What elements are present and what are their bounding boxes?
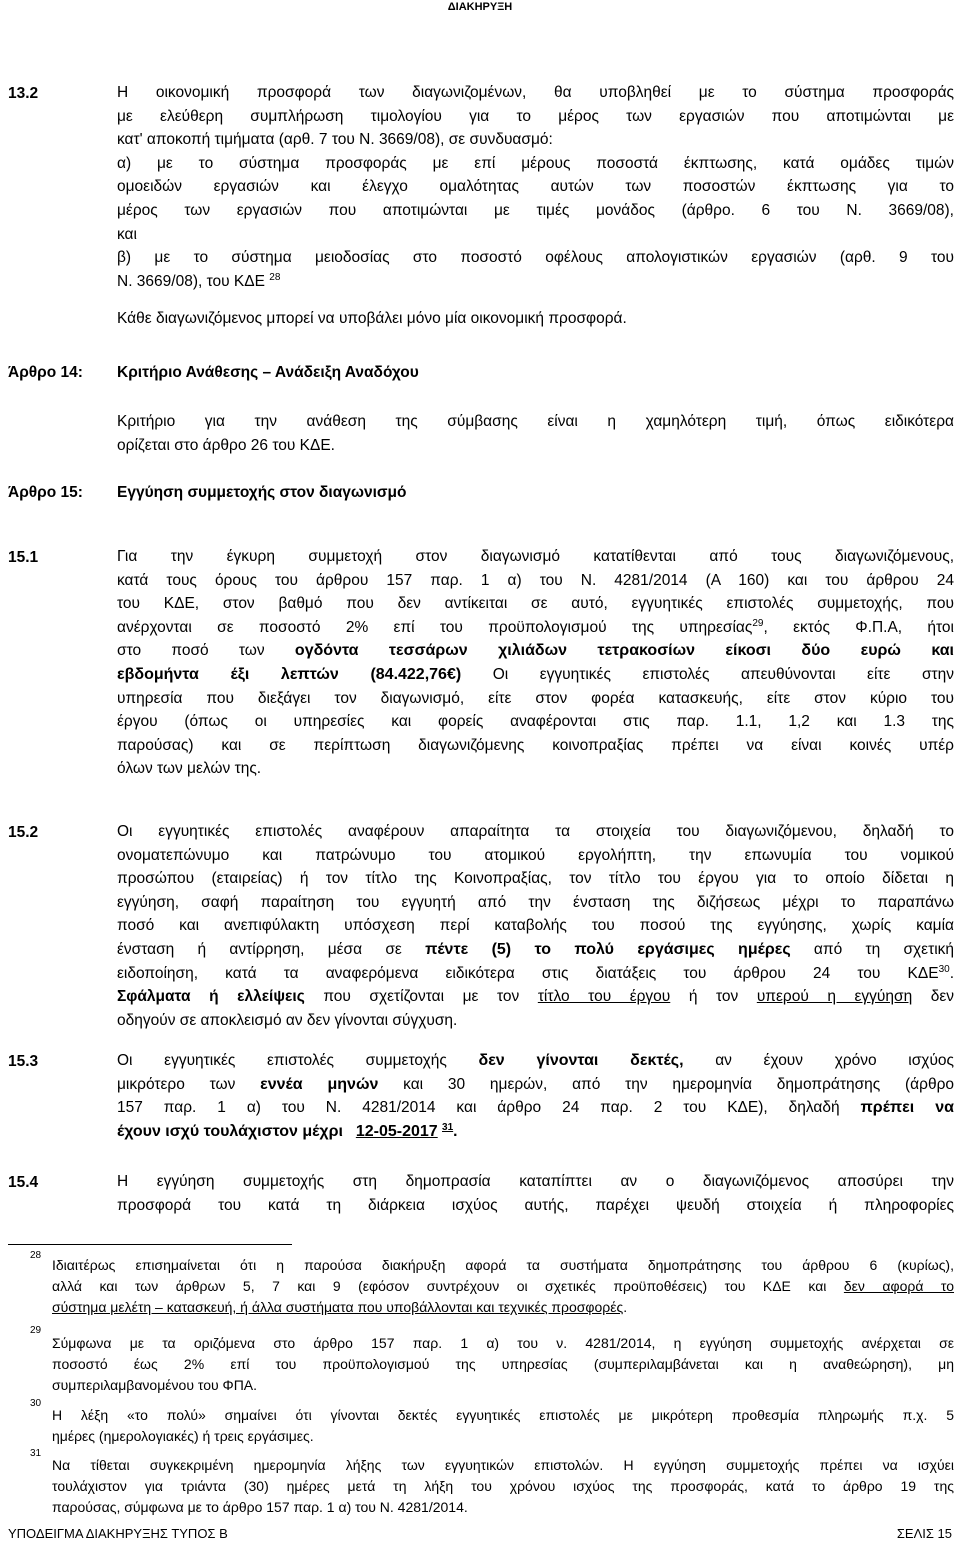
text-line [117,962,954,986]
text-line [117,938,954,962]
text-run: Οι εγγυητικές επιστολές συμμετοχής [117,1052,447,1069]
section-15-2-text [117,820,954,1032]
section-number: 15.4 [8,1174,39,1191]
text-line: Για την έγκυρη συμμετοχή στον διαγωνισμό κατατίθενται από τους διαγωνιζόμενους, [117,548,954,565]
validity-bold: εννέα μηνών [260,1075,379,1093]
footnote-ref: 28 [269,271,281,283]
section-number: 13.2 [8,85,39,102]
text-run: ανέρχονται σε ποσοστό 2% επί του προϋπολογισμού της υπηρεσίας [117,618,753,636]
section-number: 15.1 [8,549,39,566]
text-line: με ελεύθερη συμπλήρωση τιμολογίου για το μέρος των εργασιών που αποτιμώνται με [117,107,954,125]
footnote-separator [8,1244,292,1245]
footnote-31 [52,1455,954,1518]
text-line: εγγύηση, σαφή παραίτηση του εγγυητή από την ένσταση της διζήσεως μέχρι το παραπάνω [117,893,954,911]
text-run: αν έχουν χρόνο ισχύος [715,1052,955,1069]
text-line: κατ' αποκοπή τιμήματα (αρθ. 7 του Ν. 3669/08), σε συνδυασμό: [117,131,553,149]
text-run: 157 παρ. 1 α) του Ν. 4281/2014 και άρθρο 24 παρ. 2 του ΚΔΕ), δηλαδή [117,1099,840,1117]
text-line: ομοειδών εργασιών και έλεγχο ομαλότητας αυτών των ποσοστών έκπτωσης για το [117,178,954,196]
section-number: 15.2 [8,824,39,841]
footer-document-title: ΥΠΟΔΕΙΓΜΑ ΔΙΑΚΗΡΥΞΗΣ ΤΥΠΟΣ Β [8,1526,228,1541]
amount-words: εβδομήντα έξι λεπτών (84.422,76€) [117,665,462,683]
footnote-ref: 29 [752,617,764,629]
deadline-bold: πέντε (5) το πολύ εργάσιμες ημέρες [425,940,791,958]
article-title: Εγγύηση συμμετοχής στον διαγωνισμό [117,484,407,501]
footnote-number: 28 [30,1250,42,1261]
text-line: προσώπου (εταιρείας) ή τον τίτλο της Κοινοπραξίας, τον τίτλο του έργου για το οποίο δίδεται η [117,870,954,888]
text-line [117,616,954,640]
text-run: , εκτός Φ.Π.Α, ήτοι [763,618,954,636]
text-line: παρούσας, σύμφωνα με το άρθρο 157 παρ. 1 α) του Ν. 4281/2014. [52,1499,468,1515]
text-line: Η λέξη «το πολύ» σημαίνει ότι γίνονται δεκτές εγγυητικές επιστολές με μικρότερη προθεσμία πληρωμής π.χ. 5 [52,1407,954,1423]
footer-page-number: ΣΕΛΙΣ 15 [896,1526,952,1541]
footnote-ref: 31 [442,1121,454,1133]
text-line [52,1276,954,1297]
text-line: παρούσας) και σε περίπτωση διαγωνιζόμενης κοινοπραξίας πρέπει να είναι κοινές υπέρ [117,736,954,754]
text-line [117,639,954,663]
article-label: Άρθρο 15: [8,484,83,501]
footnote-29 [52,1333,954,1396]
text-line: α) με το σύστημα προσφοράς με επί μέρους ποσοστά έκπτωσης, κατά ομάδες τιμών [117,154,954,172]
text-line: Οι εγγυητικές επιστολές αναφέρουν απαραίτητα τα στοιχεία του διαγωνιζόμενου, δηλαδή το [117,823,954,840]
amount-words: ογδόντα τεσσάρων χιλιάδων τετρακοσίων είκοσι δύο ευρώ και [294,642,954,660]
footnote-number: 29 [30,1325,42,1336]
expiry-date: 12-05-2017 [355,1122,438,1140]
text-line: έργου (όπως οι υπηρεσίες και φορείς αναφέρονται στις παρ. 1.1, 1,2 και 1.3 της [117,713,954,731]
footnote-30 [52,1405,954,1447]
section-number: 15.3 [8,1053,39,1070]
text-line: συμπεριλαμβανομένου του ΦΠΑ. [52,1377,258,1393]
text-line: τουλάχιστον για τριάντα (30) ημέρες μετά τη λήξη του χρόνου ισχύος της προσφοράς, κατά το άρθρο 19 της [52,1478,954,1494]
footnote-28 [52,1255,954,1318]
footnote-ref: 30 [938,963,950,975]
text-line: και [117,225,137,243]
text-line [117,663,954,687]
article-14-text [117,410,954,457]
text-run: δεν [930,988,955,1006]
text-run: . [623,1299,628,1315]
text-line [117,1120,954,1144]
text-line [117,1073,954,1097]
text-line: οδηγούν σε αποκλεισμό αν δεν γίνονται σύγχυση. [117,1011,458,1029]
footnote-number: 30 [30,1398,42,1409]
underlined-text: δεν αφορά το [843,1278,955,1294]
text-line [117,1049,954,1073]
underlined-text: τίτλο του έργου [537,988,671,1006]
rejection-bold: δεν γίνονται δεκτές, [478,1052,684,1069]
footnote-number: 31 [30,1448,42,1459]
article-title: Κριτήριο Ανάθεσης – Ανάδειξη Αναδόχου [117,364,419,381]
section-15-3-text [117,1049,954,1143]
text-run: ή τον [688,988,739,1006]
text-line: Να τίθεται συγκεκριμένη ημερομηνία λήξης των εγγυητικών επιστολών. Η εγγύηση συμμετοχής πρέπει να ισχύει [52,1457,954,1473]
text-run: αλλά και των άρθρων 5, 7 και 9 (εφόσον συντρέχουν οι σχετικές προϋποθέσεις) του ΚΔΕ και [52,1278,827,1294]
text-line: του ΚΔΕ, στον βαθμό που δεν αντίκειται σε αυτό, εγγυητικές επιστολές συμμετοχής, που [117,595,954,613]
text-line: ποσοστό έως 2% επί του προϋπολογισμού της υπηρεσίας (συμπεριλαμβάνεται και η αναθεώρηση), μη [52,1356,954,1372]
section-15-1-text [117,545,954,781]
text-run: Οι εγγυητικές επιστολές απευθύνονται είτε στην [492,665,954,683]
text-line: ορίζεται στο άρθρο 26 του ΚΔΕ. [117,436,335,454]
page-header: ΔΙΑΚΗΡΥΞΗ [447,1,513,13]
text-line: ημέρες (ημερολογιακές) ή τρεις εργάσιμες. [52,1428,314,1444]
text-line: Σύμφωνα με τα οριζόμενα στο άρθρο 157 παρ. 1 α) του ν. 4281/2014, η εγγύηση συμμετοχής ανέρχεται σε [52,1335,954,1351]
text-line: Κριτήριο για την ανάθεση της σύμβασης είναι η χαμηλότερη τιμή, όπως ειδικότερα [117,413,954,430]
text-run: ειδοποίηση, κατά τα αναφερόμενα ειδικότερα στις διατάξεις του άρθρου 24 του ΚΔΕ [117,964,939,982]
text-line: Η εγγύηση συμμετοχής στη δημοπρασία καταπίπτει αν ο διαγωνιζόμενος αποσύρει την [117,1173,954,1190]
errors-bold: Σφάλματα ή ελλείψεις [117,988,305,1006]
section-15-4-text [117,1170,954,1217]
text-run: μικρότερο των [117,1075,236,1093]
text-line: Η οικονομική προσφορά των διαγωνιζομένων, θα υποβληθεί με το σύστημα προσφοράς [117,84,954,101]
text-line [117,1096,954,1120]
text-run: που σχετίζονται με τον [323,988,520,1006]
text-line [117,270,954,294]
article-label: Άρθρο 14: [8,364,83,381]
text-line: β) με το σύστημα μειοδοσίας στο ποσοστό οφέλους απολογιστικών εργασιών (αρθ. 9 του [117,249,954,267]
text-line: ποσό και ανεπιφύλακτη υπόσχεση περί καταβολής του ποσού της εγγύησης, χωρίς καμία [117,917,954,935]
text-line: Ιδιαιτέρως επισημαίνεται ότι η παρούσα διακήρυξη αφορά τα συστήματα δημοπράτησης του άρθρου 6 (κυρίως), [52,1257,954,1273]
text-run: και 30 ημερών, από την ημερομηνία δημοπράτησης (άρθρο [403,1075,955,1093]
text-line: μέρος των εργασιών που αποτιμώνται με τιμές μονάδος (άρθρο. 6 του Ν. 3669/08), [117,201,954,219]
text-line [52,1297,954,1318]
text-line: υπηρεσία που διεξάγει τον διαγωνισμό, είτε στον φορέα κατασκευής, είτε στον κύριο του [117,689,954,707]
text-line: Κάθε διαγωνιζόμενος μπορεί να υποβάλει μόνο μία οικονομική προσφορά. [117,310,627,328]
text-line: ονοματεπώνυμο και πατρώνυμο του ατομικού εργολήπτη, την επωνυμία του νομικού [117,846,954,864]
text-line [117,985,954,1009]
text-run: Ν. 3669/08), του ΚΔΕ [117,272,265,290]
underlined-text: σύστημα μελέτη – κατασκευή, ή άλλα συστήματα που υποβάλλονται και τεχνικές προσφορές [52,1299,624,1315]
underlined-text: υπερού η εγγύηση [756,988,913,1006]
text-run: ένσταση ή αντίρρηση, μέσα σε [117,940,402,958]
text-line: κατά τους όρους του άρθρου 157 παρ. 1 α) του Ν. 4281/2014 (Α 160) και του άρθρου 24 [117,571,954,589]
text-run: στο ποσό των [117,642,265,660]
text-line: προσφορά του κατά τη διάρκεια ισχύος αυτής, παρέχει ψευδή στοιχεία ή πληροφορίες [117,1196,954,1214]
section-13-2-text [117,81,954,331]
text-run: από τη σχετική [813,940,955,958]
validity-bold: έχουν ισχύ τουλάχιστον μέχρι [117,1122,343,1140]
text-line: όλων των μελών της. [117,760,262,778]
must-bold: πρέπει να [860,1099,955,1117]
text-run: . [453,1122,458,1140]
text-run: . [949,964,954,982]
